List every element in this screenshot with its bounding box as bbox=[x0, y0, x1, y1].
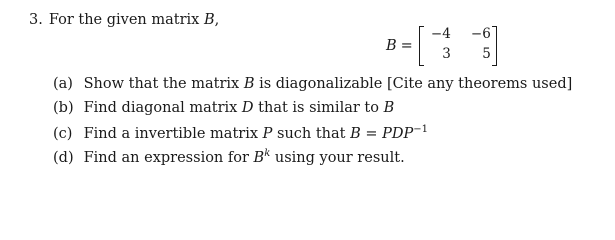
part-text-mid: that is similar to bbox=[253, 100, 384, 116]
part-var: B bbox=[253, 150, 265, 166]
part-var-sup: k bbox=[264, 148, 271, 159]
matrix-right-bracket bbox=[492, 26, 497, 66]
parts-list bbox=[53, 76, 572, 172]
part-text-end: is diagonalizable [Cite any theorems used] bbox=[254, 76, 573, 92]
matrix-cell-1-1: −4 bbox=[430, 26, 451, 42]
matrix-b bbox=[419, 26, 497, 66]
part-text: Find a invertible matrix bbox=[83, 126, 263, 142]
formula-lhs: B bbox=[350, 126, 361, 142]
matrix-left-bracket bbox=[419, 26, 424, 66]
matrix-cell-1-2: −6 bbox=[470, 26, 491, 42]
part-label: (b) bbox=[53, 100, 74, 116]
matrix-equation bbox=[386, 26, 497, 66]
part-label: (d) bbox=[53, 150, 74, 166]
matrix-symbol: B bbox=[203, 12, 215, 28]
part-text-mid: such that bbox=[272, 126, 351, 142]
formula-eq: = bbox=[360, 126, 383, 142]
problem-intro-end: , bbox=[214, 12, 220, 28]
matrix-eq-equals: = bbox=[400, 38, 413, 54]
part-c bbox=[53, 124, 572, 148]
part-a bbox=[53, 76, 572, 100]
part-text: Find an expression for bbox=[83, 150, 254, 166]
part-label: (a) bbox=[53, 76, 73, 92]
part-text: Find diagonal matrix bbox=[83, 100, 242, 116]
part-var: B bbox=[243, 76, 255, 92]
problem-number: 3. bbox=[29, 12, 43, 28]
problem-intro: For the given matrix bbox=[48, 12, 204, 28]
formula-rhs: PDP bbox=[382, 126, 414, 142]
part-text-end: using your result. bbox=[270, 150, 405, 166]
part-var: P bbox=[262, 126, 273, 142]
part-var-2: B bbox=[383, 100, 395, 116]
part-var: D bbox=[241, 100, 254, 116]
problem-header bbox=[29, 12, 219, 28]
formula-sup: −1 bbox=[413, 124, 429, 135]
part-text: Show that the matrix bbox=[83, 76, 244, 92]
matrix-cell-2-2: 5 bbox=[482, 46, 491, 62]
matrix-cell-2-1: 3 bbox=[442, 46, 451, 62]
part-b bbox=[53, 100, 572, 124]
part-d bbox=[53, 148, 572, 172]
part-label: (c) bbox=[53, 126, 73, 142]
matrix-eq-lhs: B bbox=[386, 38, 397, 54]
